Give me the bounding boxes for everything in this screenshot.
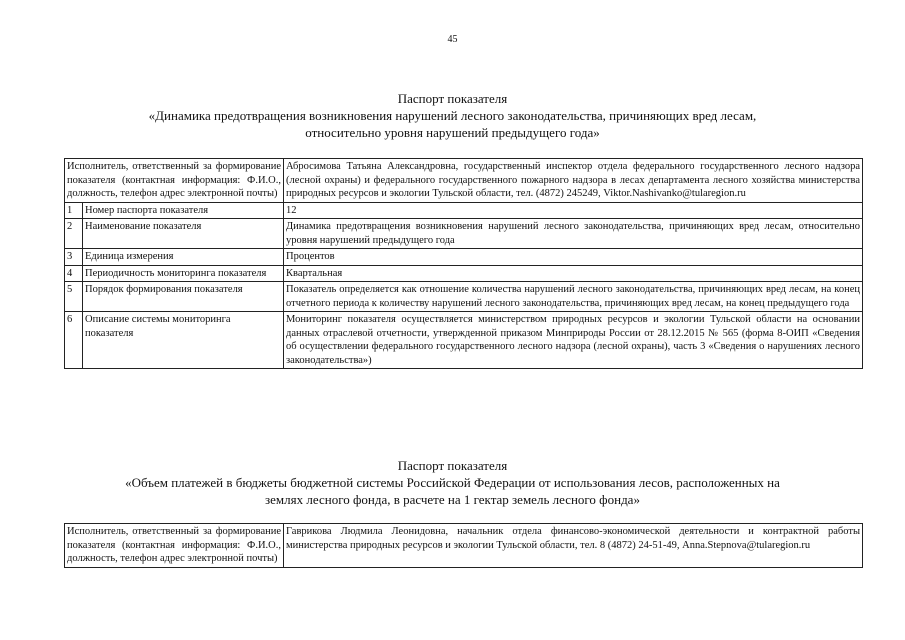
passport-1-subtitle-line-1: «Динамика предотвращения возникновения нарушений лесного законодательства, причиняющих вред лесам, bbox=[148, 108, 757, 123]
row-label: Порядок формирования показателя bbox=[83, 282, 284, 312]
row-value: Квартальная bbox=[284, 265, 863, 282]
executor-label: Исполнитель, ответственный за формирование показателя (контактная информация: Ф.И.О., должность, телефон адрес электронной почты) bbox=[65, 524, 284, 568]
row-number: 2 bbox=[65, 219, 83, 249]
row-label: Наименование показателя bbox=[83, 219, 284, 249]
table-row-executor bbox=[65, 524, 863, 568]
row-label: Номер паспорта показателя bbox=[83, 202, 284, 219]
passport-2-subtitle-line-2: землях лесного фонда, в расчете на 1 гектар земель лесного фонда» bbox=[265, 492, 640, 507]
passport-2-title: Паспорт показателя bbox=[397, 458, 508, 473]
row-number: 3 bbox=[65, 249, 83, 266]
table-row bbox=[65, 282, 863, 312]
row-number: 4 bbox=[65, 265, 83, 282]
table-row bbox=[65, 265, 863, 282]
row-value: Динамика предотвращения возникновения нарушений лесного законодательства, причиняющих вред лесам, относительно уровня нарушений предыдущего года bbox=[284, 219, 863, 249]
passport-2-table bbox=[64, 523, 863, 568]
passport-1-subtitle-line-2: относительно уровня нарушений предыдущего года» bbox=[305, 125, 600, 140]
table-row-executor bbox=[65, 159, 863, 203]
row-label: Единица измерения bbox=[83, 249, 284, 266]
passport-1-table bbox=[64, 158, 863, 369]
table-row bbox=[65, 249, 863, 266]
row-number: 6 bbox=[65, 312, 83, 369]
passport-1-title: Паспорт показателя bbox=[397, 91, 508, 106]
page-number: 45 bbox=[447, 34, 458, 45]
table-row bbox=[65, 219, 863, 249]
row-number: 5 bbox=[65, 282, 83, 312]
executor-label: Исполнитель, ответственный за формирование показателя (контактная информация: Ф.И.О., должность, телефон адрес электронной почты) bbox=[65, 159, 284, 203]
executor-value: Абросимова Татьяна Александровна, государственный инспектор отдела федерального государственного лесного надзора (лесной охраны) и федерального государственного пожарного надзора в лесах департамента лесного хозяйства министерства природных ресурсов и экологии Тульской области, тел. (4872) 245249, Viktor.Nashivanko@tularegion.ru bbox=[284, 159, 863, 203]
passport-2-subtitle-line-1: «Объем платежей в бюджеты бюджетной системы Российской Федерации от использования лесов, расположенных на bbox=[125, 475, 780, 490]
row-value: 12 bbox=[284, 202, 863, 219]
row-value: Мониторинг показателя осуществляется министерством природных ресурсов и экологии Тульской области на основании данных отраслевой отчетности, утвержденной приказом Минприроды России от 28.12.2015 № 565 (форма 8-ОИП «Сведения об осуществлении федерального государственного лесного надзора (лесной охраны), часть 3 «Сведения о нарушениях лесного законодательства») bbox=[284, 312, 863, 369]
row-label: Описание системы мониторинга показателя bbox=[83, 312, 284, 369]
row-label: Периодичность мониторинга показателя bbox=[83, 265, 284, 282]
row-number: 1 bbox=[65, 202, 83, 219]
passport-1-heading bbox=[40, 90, 865, 141]
executor-value: Гаврикова Людмила Леонидовна, начальник отдела финансово-экономической деятельности и контрактной работы министерства природных ресурсов и экологии Тульской области, тел. 8 (4872) 24-51-49, Anna.Stepnova@tularegion.ru bbox=[284, 524, 863, 568]
table-row bbox=[65, 312, 863, 369]
row-value: Процентов bbox=[284, 249, 863, 266]
passport-2-heading bbox=[40, 457, 865, 508]
table-row bbox=[65, 202, 863, 219]
row-value: Показатель определяется как отношение количества нарушений лесного законодательства, причиняющих вред лесам, на конец отчетного периода к количеству нарушений лесного законодательства, причиняющих вред лесам, на конец предыдущего года bbox=[284, 282, 863, 312]
